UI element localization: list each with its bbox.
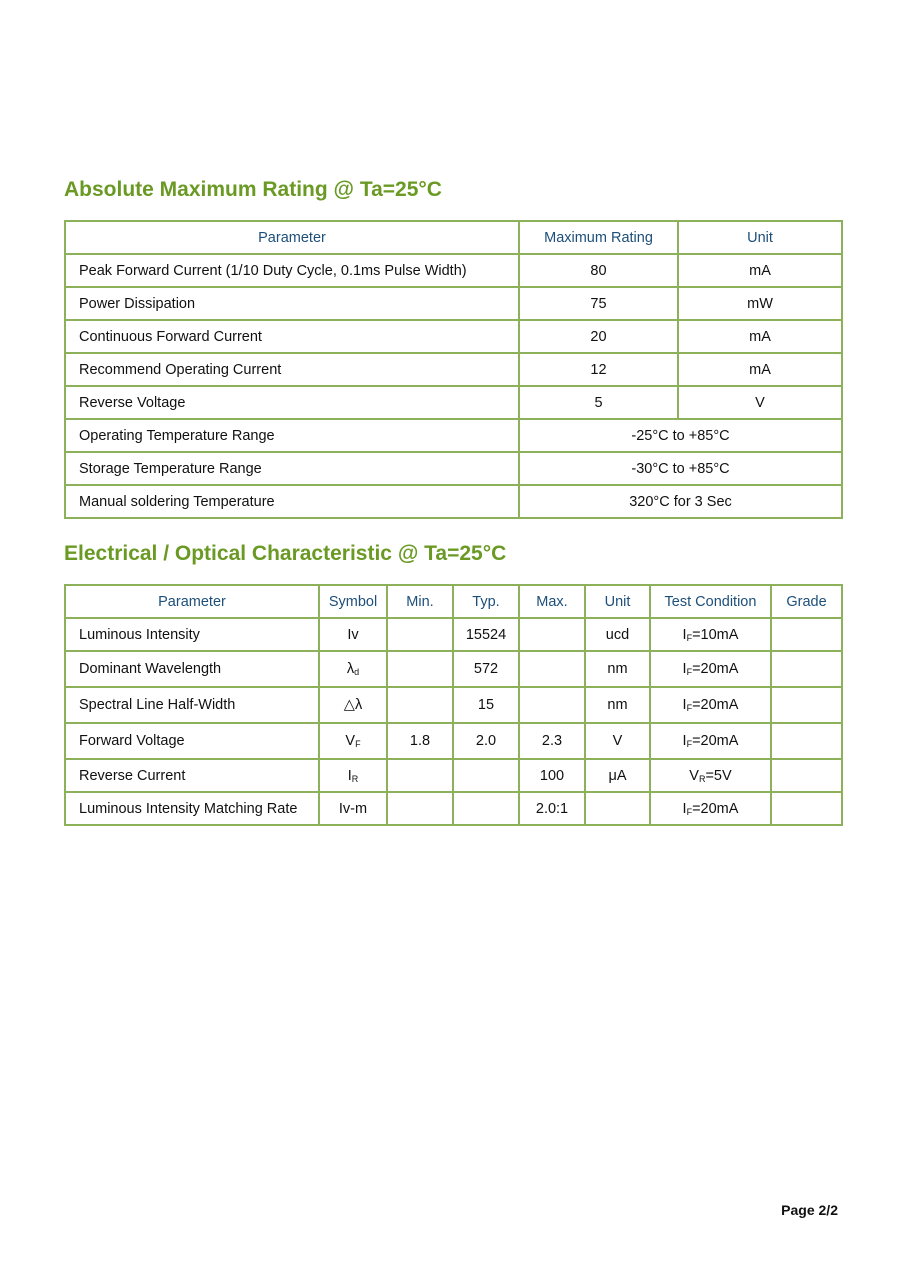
header-parameter: Parameter: [65, 221, 519, 254]
unit-cell: μA: [585, 759, 650, 792]
header-max: Max.: [519, 585, 585, 618]
abs-max-header-row: [65, 221, 842, 254]
param-cell: Storage Temperature Range: [65, 452, 519, 485]
max-cell: [519, 651, 585, 687]
symbol-subscript: F: [355, 739, 361, 749]
electrical-title: Electrical / Optical Characteristic @ Ta=25°C: [64, 542, 507, 565]
param-cell: Luminous Intensity Matching Rate: [65, 792, 319, 825]
typ-cell: [453, 792, 519, 825]
header-unit: Unit: [678, 221, 842, 254]
condition-cell: [650, 759, 771, 792]
symbol-cell: [319, 687, 387, 723]
rating-cell: 320°C for 3 Sec: [519, 485, 842, 518]
table-row: [65, 618, 842, 651]
header-test-condition: Test Condition: [650, 585, 771, 618]
min-cell: 1.8: [387, 723, 453, 759]
param-cell: Continuous Forward Current: [65, 320, 519, 353]
grade-cell: [771, 687, 842, 723]
header-min: Min.: [387, 585, 453, 618]
typ-cell: [453, 759, 519, 792]
abs-max-title: Absolute Maximum Rating @ Ta=25°C: [64, 178, 442, 201]
condition-value: =20mA: [692, 661, 739, 677]
condition-subscript: F: [686, 703, 693, 713]
symbol-text: λ: [346, 661, 355, 677]
table-row: [65, 254, 842, 287]
min-cell: [387, 792, 453, 825]
header-parameter: Parameter: [65, 585, 319, 618]
page-number: Page 2/2: [781, 1202, 838, 1218]
condition-cell: [650, 651, 771, 687]
rating-cell: 80: [519, 254, 678, 287]
rating-cell: 5: [519, 386, 678, 419]
param-cell: Luminous Intensity: [65, 618, 319, 651]
condition-value: =20mA: [692, 733, 739, 749]
condition-subscript: F: [686, 632, 693, 643]
rating-cell: 12: [519, 353, 678, 386]
table-row: [65, 320, 842, 353]
symbol-cell: [319, 723, 387, 759]
param-cell: Forward Voltage: [65, 723, 319, 759]
rating-cell: 20: [519, 320, 678, 353]
symbol-subscript: R: [351, 773, 359, 784]
symbol-cell: [319, 651, 387, 687]
unit-cell: ucd: [585, 618, 650, 651]
condition-var: I: [682, 626, 687, 643]
param-cell: Reverse Current: [65, 759, 319, 792]
param-cell: Recommend Operating Current: [65, 353, 519, 386]
header-unit: Unit: [585, 585, 650, 618]
unit-cell: mA: [678, 254, 842, 287]
rating-cell: 75: [519, 287, 678, 320]
symbol-subscript: d: [354, 667, 360, 677]
max-cell: 100: [519, 759, 585, 792]
condition-value: =5V: [705, 767, 732, 784]
param-cell: Operating Temperature Range: [65, 419, 519, 452]
condition-var: I: [682, 661, 687, 677]
table-row: [65, 419, 842, 452]
param-cell: Reverse Voltage: [65, 386, 519, 419]
condition-cell: [650, 792, 771, 825]
table-row: [65, 485, 842, 518]
table-row: [65, 353, 842, 386]
typ-cell: 2.0: [453, 723, 519, 759]
condition-value: =10mA: [692, 626, 739, 643]
table-row: [65, 687, 842, 723]
max-cell: 2.0:1: [519, 792, 585, 825]
table-row: [65, 287, 842, 320]
symbol-text: I: [347, 767, 352, 784]
grade-cell: [771, 651, 842, 687]
condition-cell: [650, 723, 771, 759]
max-cell: [519, 618, 585, 651]
unit-cell: mA: [678, 320, 842, 353]
symbol-text: Iv: [347, 626, 359, 643]
max-cell: [519, 687, 585, 723]
condition-var: I: [682, 733, 687, 749]
unit-cell: [585, 792, 650, 825]
header-typ: Typ.: [453, 585, 519, 618]
header-grade: Grade: [771, 585, 842, 618]
unit-cell: V: [678, 386, 842, 419]
table-row: [65, 723, 842, 759]
rating-cell: -25°C to +85°C: [519, 419, 842, 452]
typ-cell: 15: [453, 687, 519, 723]
condition-cell: [650, 687, 771, 723]
typ-cell: 572: [453, 651, 519, 687]
condition-var: V: [689, 767, 699, 784]
table-row: [65, 452, 842, 485]
symbol-cell: [319, 792, 387, 825]
condition-var: I: [682, 697, 687, 713]
grade-cell: [771, 792, 842, 825]
table-row: [65, 386, 842, 419]
typ-cell: 15524: [453, 618, 519, 651]
condition-value: =20mA: [692, 800, 739, 817]
header-max-rating: Maximum Rating: [519, 221, 678, 254]
grade-cell: [771, 618, 842, 651]
grade-cell: [771, 723, 842, 759]
electrical-table: [64, 584, 843, 826]
table-row: [65, 759, 842, 792]
table-row: [65, 651, 842, 687]
param-cell: Manual soldering Temperature: [65, 485, 519, 518]
header-symbol: Symbol: [319, 585, 387, 618]
symbol-text: Iv-m: [338, 800, 368, 817]
symbol-cell: [319, 618, 387, 651]
symbol-text: V: [345, 733, 356, 749]
condition-subscript: F: [686, 806, 693, 817]
symbol-text: △λ: [343, 697, 363, 713]
condition-subscript: R: [698, 773, 706, 784]
unit-cell: nm: [585, 687, 650, 723]
param-cell: Spectral Line Half-Width: [65, 687, 319, 723]
param-cell: Power Dissipation: [65, 287, 519, 320]
condition-subscript: F: [686, 739, 693, 749]
symbol-cell: [319, 759, 387, 792]
unit-cell: mW: [678, 287, 842, 320]
condition-cell: [650, 618, 771, 651]
table-row: [65, 792, 842, 825]
max-cell: 2.3: [519, 723, 585, 759]
min-cell: [387, 651, 453, 687]
min-cell: [387, 759, 453, 792]
unit-cell: nm: [585, 651, 650, 687]
min-cell: [387, 687, 453, 723]
condition-value: =20mA: [692, 697, 739, 713]
unit-cell: V: [585, 723, 650, 759]
rating-cell: -30°C to +85°C: [519, 452, 842, 485]
condition-subscript: F: [686, 667, 693, 677]
min-cell: [387, 618, 453, 651]
param-cell: Dominant Wavelength: [65, 651, 319, 687]
grade-cell: [771, 759, 842, 792]
condition-var: I: [682, 800, 687, 817]
abs-max-table: [64, 220, 843, 519]
unit-cell: mA: [678, 353, 842, 386]
electrical-header-row: [65, 585, 842, 618]
param-cell: Peak Forward Current (1/10 Duty Cycle, 0.1ms Pulse Width): [65, 254, 519, 287]
